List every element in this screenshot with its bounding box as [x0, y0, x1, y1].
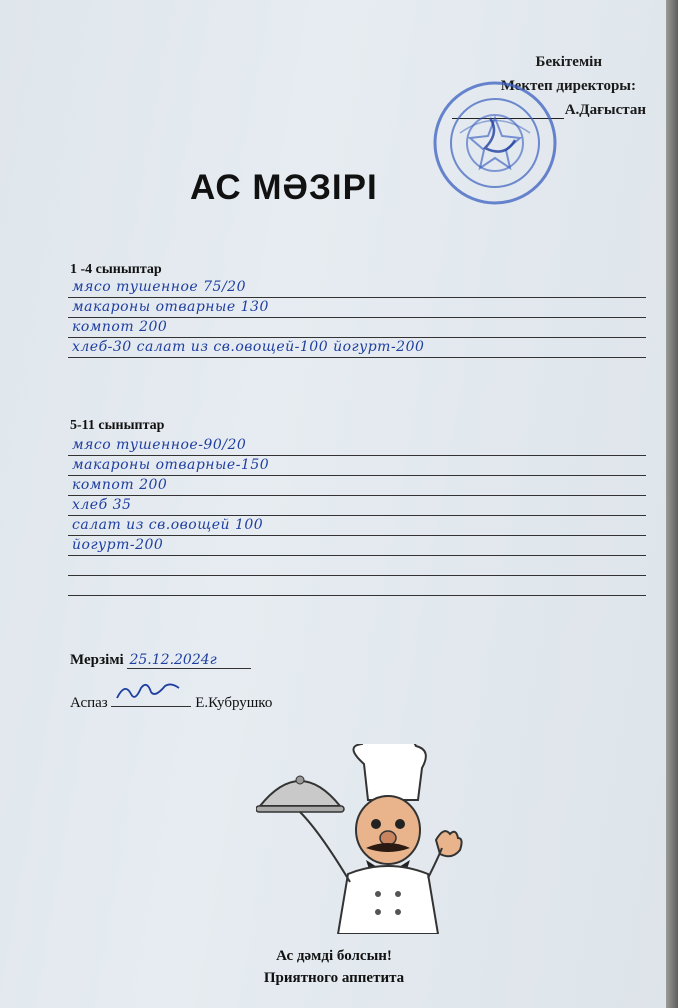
- menu-line: макароны отварные 130: [68, 298, 646, 318]
- cook-signature: [111, 694, 191, 707]
- section-junior-label: 1 -4 сыныптар: [70, 262, 162, 277]
- chef-illustration-icon: [256, 744, 476, 934]
- cook-name: Е.Кубрушко: [195, 695, 273, 711]
- approval-line-1: Бекітемін: [535, 54, 602, 70]
- menu-line: компот 200: [68, 318, 646, 338]
- senior-menu-lines: [68, 436, 646, 596]
- paper-edge-shadow: [666, 0, 678, 1008]
- menu-line: хлеб 35: [68, 496, 646, 516]
- approval-line-2: Мектеп директоры:: [500, 78, 636, 94]
- signature-icon: [111, 682, 191, 704]
- school-stamp-icon: [430, 78, 560, 208]
- menu-line: йогурт-200: [68, 536, 646, 556]
- menu-line: салат из св.овощей 100: [68, 516, 646, 536]
- footer-line-2: Приятного аппетита: [263, 970, 405, 986]
- menu-line: мясо тушенное 75/20: [68, 278, 646, 298]
- date-value: 25.12.2024г: [127, 652, 251, 669]
- cook-row: [70, 694, 272, 712]
- menu-line: компот 200: [68, 476, 646, 496]
- footer-line-1: Ас дәмді болсын!: [276, 948, 392, 964]
- approval-line-3: А.Дағыстан: [564, 102, 646, 118]
- date-label: Мерзімі: [70, 652, 124, 668]
- menu-line: мясо тушенное-90/20: [68, 436, 646, 456]
- menu-line: хлеб-30 салат из св.овощей-100 йогурт-200: [68, 338, 646, 358]
- menu-line: [68, 556, 646, 576]
- menu-line: макароны отварные-150: [68, 456, 646, 476]
- cook-label: Аспаз: [70, 695, 108, 711]
- date-row: [70, 652, 251, 669]
- section-senior-label: 5-11 сыныптар: [70, 418, 165, 433]
- menu-line: [68, 576, 646, 596]
- junior-menu-lines: [68, 278, 646, 358]
- page-title: АС МӘЗІРІ: [190, 168, 378, 207]
